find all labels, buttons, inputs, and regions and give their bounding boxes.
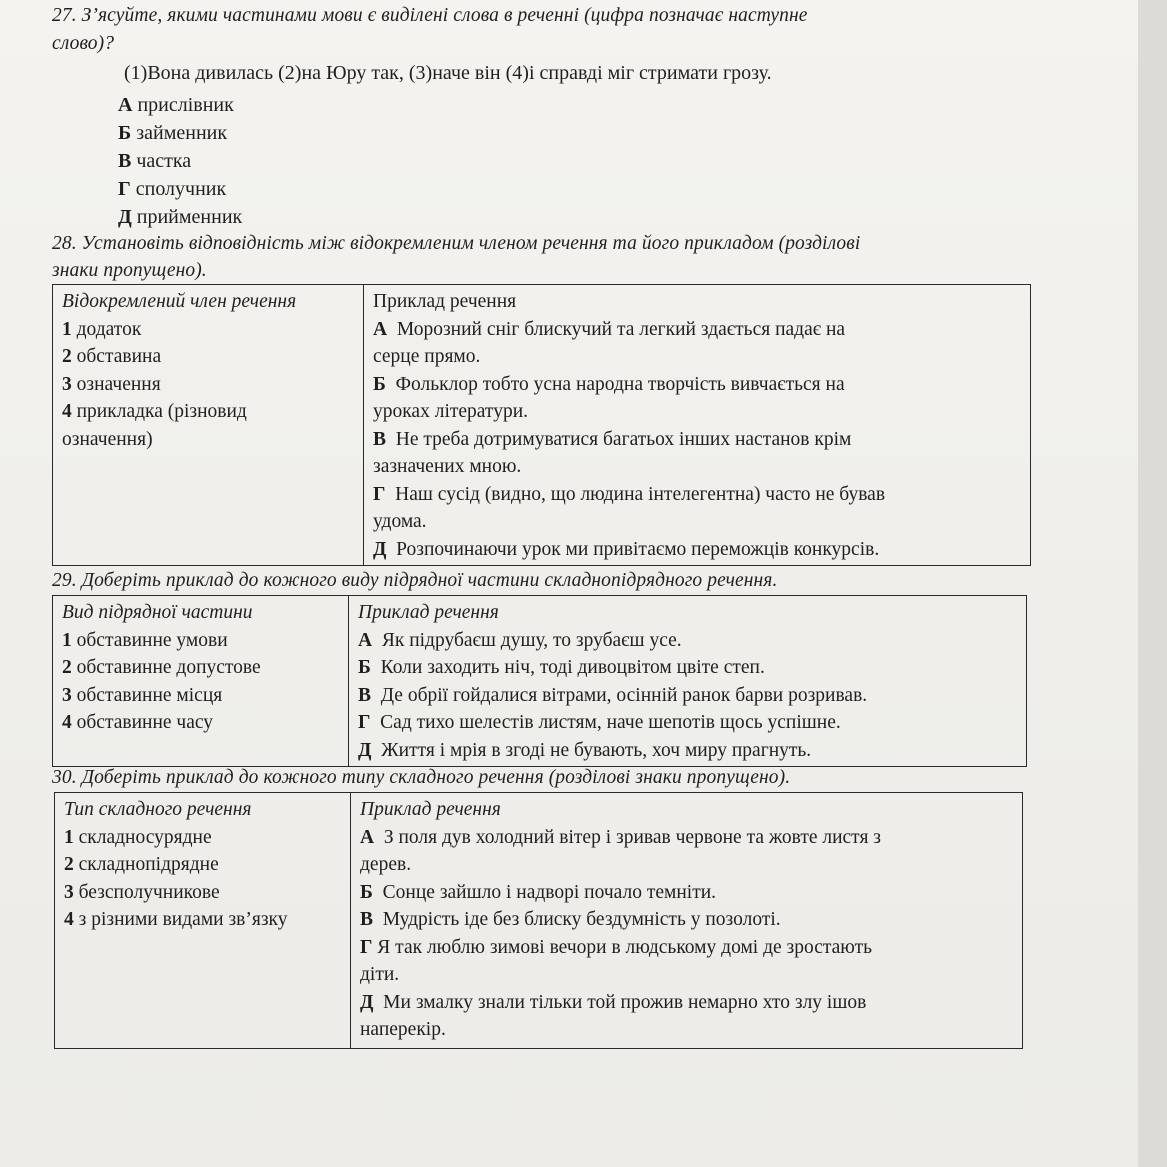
q28-left-item: 3 означення xyxy=(62,373,161,395)
q30-example-a: А З поля дув холодний вітер і зривав червоне та жовте листя з xyxy=(360,826,881,848)
q30-left-item: 1 складносурядне xyxy=(64,826,212,848)
q27-option-d: Д прийменник xyxy=(118,206,243,228)
q27-title: 27. З’ясуйте, якими частинами мови є виділені слова в реченні (цифра позначає наступне xyxy=(52,5,808,26)
q29-example-g: Г Сад тихо шелестів листям, наче шепотів щось успішне. xyxy=(358,712,841,733)
q28-title-cont: знаки пропущено). xyxy=(52,260,207,281)
q28-col2-header: Приклад речення xyxy=(373,291,517,312)
q30-example-a-cont: дерев. xyxy=(360,854,412,875)
q27-sentence: (1)Вона дивилась (2)на Юру так, (3)наче він (4)і справді міг стримати грозу. xyxy=(124,62,772,84)
q30-col2-header: Приклад речення xyxy=(360,799,501,820)
q28-example-v: В Не треба дотримуватися багатьох інших настанов крім xyxy=(373,428,852,450)
q30-left-item: 3 безсполучникове xyxy=(64,881,220,903)
q27-option-a: А прислівник xyxy=(118,94,234,116)
q29-left-item: 1 обставинне умови xyxy=(62,629,228,651)
q29-table xyxy=(52,595,1027,767)
desk-background xyxy=(1138,0,1167,1167)
q30-example-b: Б Сонце зайшло і надворі почало темніти. xyxy=(360,881,717,903)
q30-left-item: 4 з різними видами зв’язку xyxy=(64,909,288,930)
q29-example-b: Б Коли заходить ніч, тоді дивоцвітом цвіте степ. xyxy=(358,657,765,678)
q29-example-d: Д Життя і мрія в згоді не бувають, хоч миру прагнуть. xyxy=(358,739,812,761)
q29-right-cell xyxy=(349,596,1027,767)
q28-example-b-cont: уроках літератури. xyxy=(373,401,529,422)
q28-col1-header: Відокремлений член речення xyxy=(62,291,297,312)
q30-col1-header: Тип складного речення xyxy=(64,799,252,820)
q28-example-a: А Морозний сніг блискучий та легкий здається падає на xyxy=(373,318,846,340)
q27-option-v: В частка xyxy=(118,150,192,172)
q30-example-d-cont: наперекір. xyxy=(360,1019,446,1040)
q30-example-d: Д Ми змалку знали тільки той прожив немарно хто злу ішов xyxy=(360,991,867,1013)
q29-left-item: 4 обставинне часу xyxy=(62,712,214,733)
q28-table xyxy=(52,284,1031,566)
q28-example-v-cont: зазначених мною. xyxy=(373,456,522,477)
q30-left-item: 2 складнопідрядне xyxy=(64,854,219,875)
q28-example-b: Б Фольклор тобто усна народна творчість вивчається на xyxy=(373,373,845,395)
q27-options xyxy=(118,91,242,231)
q30-table xyxy=(54,792,1023,1049)
q30-title: 30. Доберіть приклад до кожного типу складного речення (розділові знаки пропущено). xyxy=(52,767,791,788)
q30-right-cell xyxy=(351,793,1023,1049)
q30-left-cell xyxy=(55,793,351,1049)
q29-col2-header: Приклад речення xyxy=(358,602,499,623)
q28-right-cell xyxy=(364,285,1031,566)
q27-option-b: Б займенник xyxy=(118,122,228,144)
q28-example-g-cont: удома. xyxy=(373,511,427,532)
q28-example-a-cont: серце прямо. xyxy=(373,346,481,367)
q28-left-item: 1 додаток xyxy=(62,318,142,340)
q28-left-item: 2 обставина xyxy=(62,346,162,367)
q28-left-cell xyxy=(53,285,364,566)
q29-example-v: В Де обрії гойдалися вітрами, осінній ранок барви розривав. xyxy=(358,684,868,706)
q30-example-v: В Мудрість іде без блиску бездумність у позолоті. xyxy=(360,909,781,930)
q28-example-d: Д Розпочинаючи урок ми привітаємо переможців конкурсів. xyxy=(373,538,880,560)
q27-option-g: Г сполучник xyxy=(118,178,227,200)
q29-title: 29. Доберіть приклад до кожного виду підрядної частини складнопідрядного речення. xyxy=(52,570,778,591)
q28-example-g: Г Наш сусід (видно, що людина інтелегентна) часто не бував xyxy=(373,483,886,505)
q29-left-item: 2 обставинне допустове xyxy=(62,657,261,678)
q28-left-item-cont: означення) xyxy=(62,428,153,450)
q30-example-g: Г Я так люблю зимові вечори в людському домі де зростають xyxy=(360,936,873,958)
q27-title-cont: слово)? xyxy=(52,33,115,54)
q29-example-a: А Як підрубаєш душу, то зрубаєш усе. xyxy=(358,629,682,651)
q29-col1-header: Вид підрядної частини xyxy=(62,602,253,623)
q29-left-cell xyxy=(53,596,349,767)
q29-left-item: 3 обставинне місця xyxy=(62,684,223,706)
q30-example-g-cont: діти. xyxy=(360,964,400,985)
q28-left-item: 4 прикладка (різновид xyxy=(62,401,247,422)
q28-title: 28. Установіть відповідність між відокремленим членом речення та його прикладом (розділові xyxy=(52,233,861,254)
